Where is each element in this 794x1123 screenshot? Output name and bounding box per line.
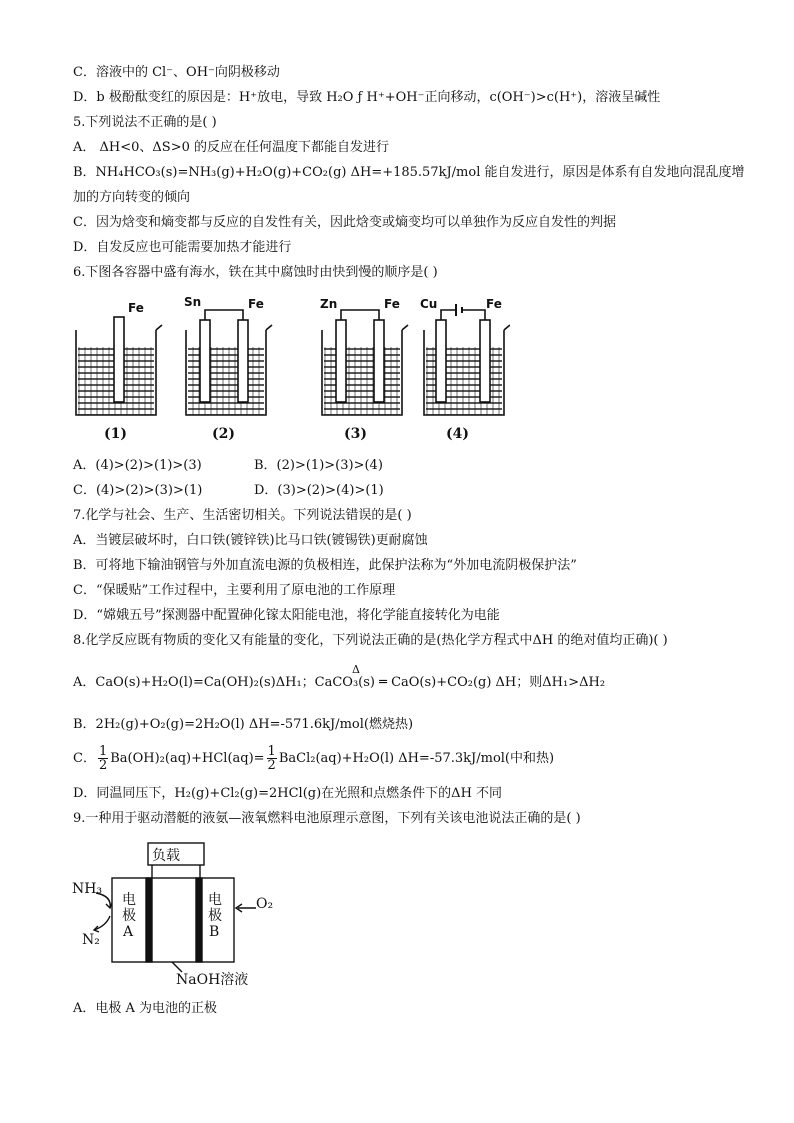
container-label-1: (1) <box>104 426 127 442</box>
option-7d: D．“嫦娥五号”探测器中配置砷化镓太阳能电池，将化学能直接转化为电能 <box>73 608 500 623</box>
metal-fe-2: Fe <box>248 297 264 311</box>
option-6c: C．(4)>(2)>(3)>(1) <box>73 483 203 498</box>
option-8c <box>73 744 554 774</box>
question-9: 9.一种用于驱动潜艇的液氨—液氧燃料电池原理示意图，下列有关该电池说法正确的是( ) <box>73 811 581 826</box>
option-5a: A． ΔH<0、ΔS>0 的反应在任何温度下都能自发进行 <box>73 140 389 155</box>
corrosion-containers-figure <box>70 292 510 447</box>
option-7b: B．可将地下输油钢管与外加直流电源的负极相连，此保护法称为“外加电流阴极保护法” <box>73 558 577 573</box>
electrode-a-char-2: 极 <box>122 908 136 924</box>
question-5: 5.下列说法不正确的是( ) <box>73 115 217 130</box>
electrode-a-char-1: 电 <box>122 892 136 908</box>
heat-symbol: Δ <box>352 663 360 676</box>
option-5b: B．NH₄HCO₃(s)=NH₃(g)+H₂O(g)+CO₂(g) ΔH=+185.57kJ/mol 能自发进行，原因是体系有自发地向混乱度增 <box>73 165 745 180</box>
question-8: 8.化学反应既有物质的变化又有能量的变化，下列说法正确的是(热化学方程式中ΔH 的绝对值均正确)( ) <box>73 633 668 648</box>
option-8a: A．CaO(s)+H₂O(l)=Ca(OH)₂(s)ΔH₁；CaCO₃(s) ═ CaO(s)+CO₂(g) ΔH；则ΔH₁>ΔH₂ <box>73 675 606 690</box>
option-6a: A．(4)>(2)>(1)>(3) <box>73 458 202 473</box>
metal-fe-3: Fe <box>384 297 400 311</box>
electrode-b-char-1: 电 <box>208 892 222 908</box>
load-label: 负载 <box>152 848 180 864</box>
option-9a: A．电极 A 为电池的正极 <box>73 1001 218 1016</box>
option-5c: C．因为焓变和熵变都与反应的自发性有关，因此焓变或熵变均可以单独作为反应自发性的判据 <box>73 215 616 230</box>
question-6: 6.下图各容器中盛有海水，铁在其中腐蚀时由快到慢的顺序是( ) <box>73 265 438 280</box>
option-8c-products: BaCl₂(aq)+H₂O(l) ΔH=-57.3kJ/mol(中和热) <box>278 751 555 766</box>
fraction-denominator: 2 <box>267 758 276 773</box>
option-6d: D．(3)>(2)>(4)>(1) <box>254 483 384 498</box>
option-8c-prefix: C． <box>73 751 96 766</box>
electrolyte-label: NaOH溶液 <box>176 972 249 988</box>
fraction-numerator: 1 <box>98 744 108 759</box>
electrode-b-char-2: 极 <box>208 908 222 924</box>
line-q4c: C．溶液中的 Cl⁻、OH⁻向阴极移动 <box>73 65 280 80</box>
fuel-cell-diagram <box>72 838 292 988</box>
fraction-numerator: 1 <box>267 744 276 759</box>
container-label-2: (2) <box>212 426 235 442</box>
container-label-3: (3) <box>344 426 367 442</box>
option-8b: B．2H₂(g)+O₂(g)=2H₂O(l) ΔH=-571.6kJ/mol(燃烧热) <box>73 717 414 732</box>
option-7a: A．当镀层破坏时，白口铁(镀锌铁)比马口铁(镀锡铁)更耐腐蚀 <box>73 533 428 548</box>
o2-label: O₂ <box>256 896 274 912</box>
metal-zn: Zn <box>320 297 338 311</box>
fraction-denominator: 2 <box>98 758 108 773</box>
option-8c-reactants: Ba(OH)₂(aq)+HCl(aq)= <box>110 751 265 766</box>
container-label-4: (4) <box>446 426 469 442</box>
question-7: 7.化学与社会、生产、生活密切相关。下列说法错误的是( ) <box>73 508 412 523</box>
nh3-label: NH₃ <box>72 881 103 897</box>
n2-label: N₂ <box>82 932 100 948</box>
metal-sn: Sn <box>184 295 202 309</box>
metal-cu: Cu <box>420 297 438 311</box>
fraction-half-1 <box>98 745 108 772</box>
option-8d: D．同温同压下，H₂(g)+Cl₂(g)=2HCl(g)在光照和点燃条件下的ΔH 不同 <box>73 786 503 801</box>
metal-fe-1: Fe <box>128 301 144 315</box>
option-5b-cont: 加的方向转变的倾向 <box>73 190 191 205</box>
option-6b: B．(2)>(1)>(3)>(4) <box>254 458 383 473</box>
option-7c: C．“保暖贴”工作过程中，主要利用了原电池的工作原理 <box>73 583 396 598</box>
metal-fe-4: Fe <box>486 297 502 311</box>
option-5d: D．自发反应也可能需要加热才能进行 <box>73 240 292 255</box>
electrode-b-char-3: B <box>209 924 220 940</box>
line-q4d: D．b 极酚酞变红的原因是：H⁺放电，导致 H₂O ƒ H⁺+OH⁻正向移动，c(OH⁻)>c(H⁺)，溶液呈碱性 <box>73 90 661 105</box>
electrode-a-char-3: A <box>123 924 134 940</box>
fraction-half-2 <box>267 745 277 772</box>
